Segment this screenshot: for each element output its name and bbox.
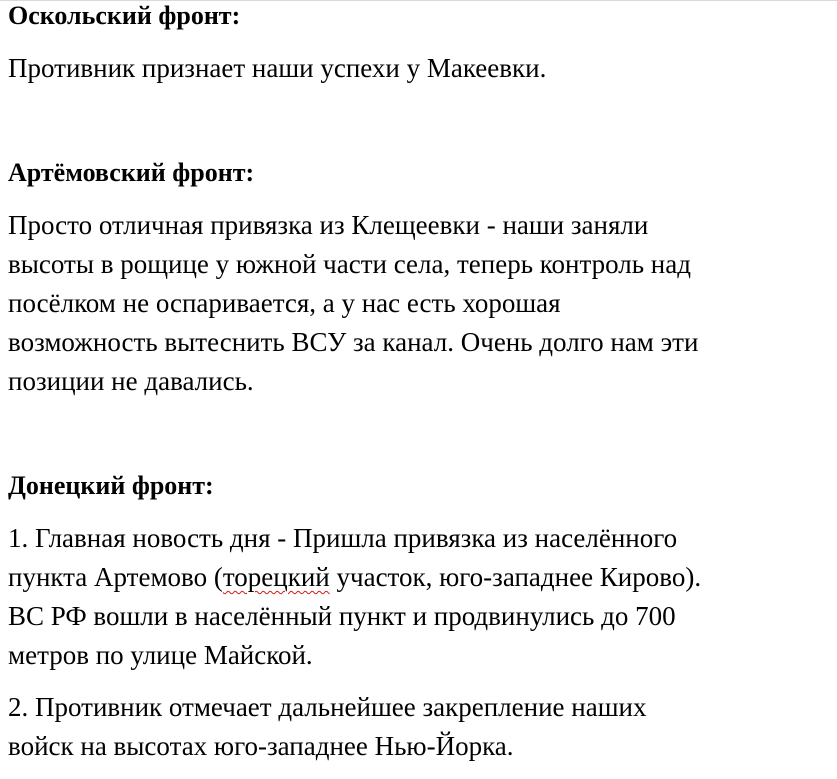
paragraph-artemovsk: [8, 206, 830, 401]
section-heading-artemovsk: Артёмовский фронт:: [8, 158, 255, 187]
section-heading-oskol: Оскольский фронт:: [8, 1, 241, 30]
text-line: позиции не давались.: [8, 366, 254, 396]
text-line: 2. Противник отмечает дальнейшее закрепление наших: [8, 692, 647, 722]
paragraph-donetsk-1: [8, 519, 830, 675]
paragraph-oskol: [8, 49, 830, 88]
text-line: [8, 558, 830, 597]
text-line: войск на высотах юго-западнее Нью-Йорка.: [8, 731, 514, 761]
text-line: посёлком не оспаривается, а у нас есть хорошая: [8, 288, 561, 318]
text-line: метров по улице Майской.: [8, 640, 313, 670]
section-heading-donetsk: Донецкий фронт:: [8, 471, 214, 500]
text-line: 1. Главная новость дня - Пришла привязка из населённого: [8, 523, 678, 553]
spellcheck-flagged-word[interactable]: торецкий: [222, 562, 330, 592]
text-line: возможность вытеснить ВСУ за канал. Очень долго нам эти: [8, 327, 699, 357]
text-line: ВС РФ вошли в населённый пункт и продвинулись до 700: [8, 601, 676, 631]
text-segment: пункта Артемово (: [8, 562, 223, 592]
text-line: высоты в рощице у южной части села, теперь контроль над: [8, 249, 691, 279]
text-line: Просто отличная привязка из Клещеевки - наши заняли: [8, 210, 649, 240]
paragraph-donetsk-2: [8, 688, 830, 766]
text-line: Противник признает наши успехи у Макеевки.: [8, 53, 547, 83]
text-segment: участок, юго-западнее Кирово).: [329, 562, 702, 592]
